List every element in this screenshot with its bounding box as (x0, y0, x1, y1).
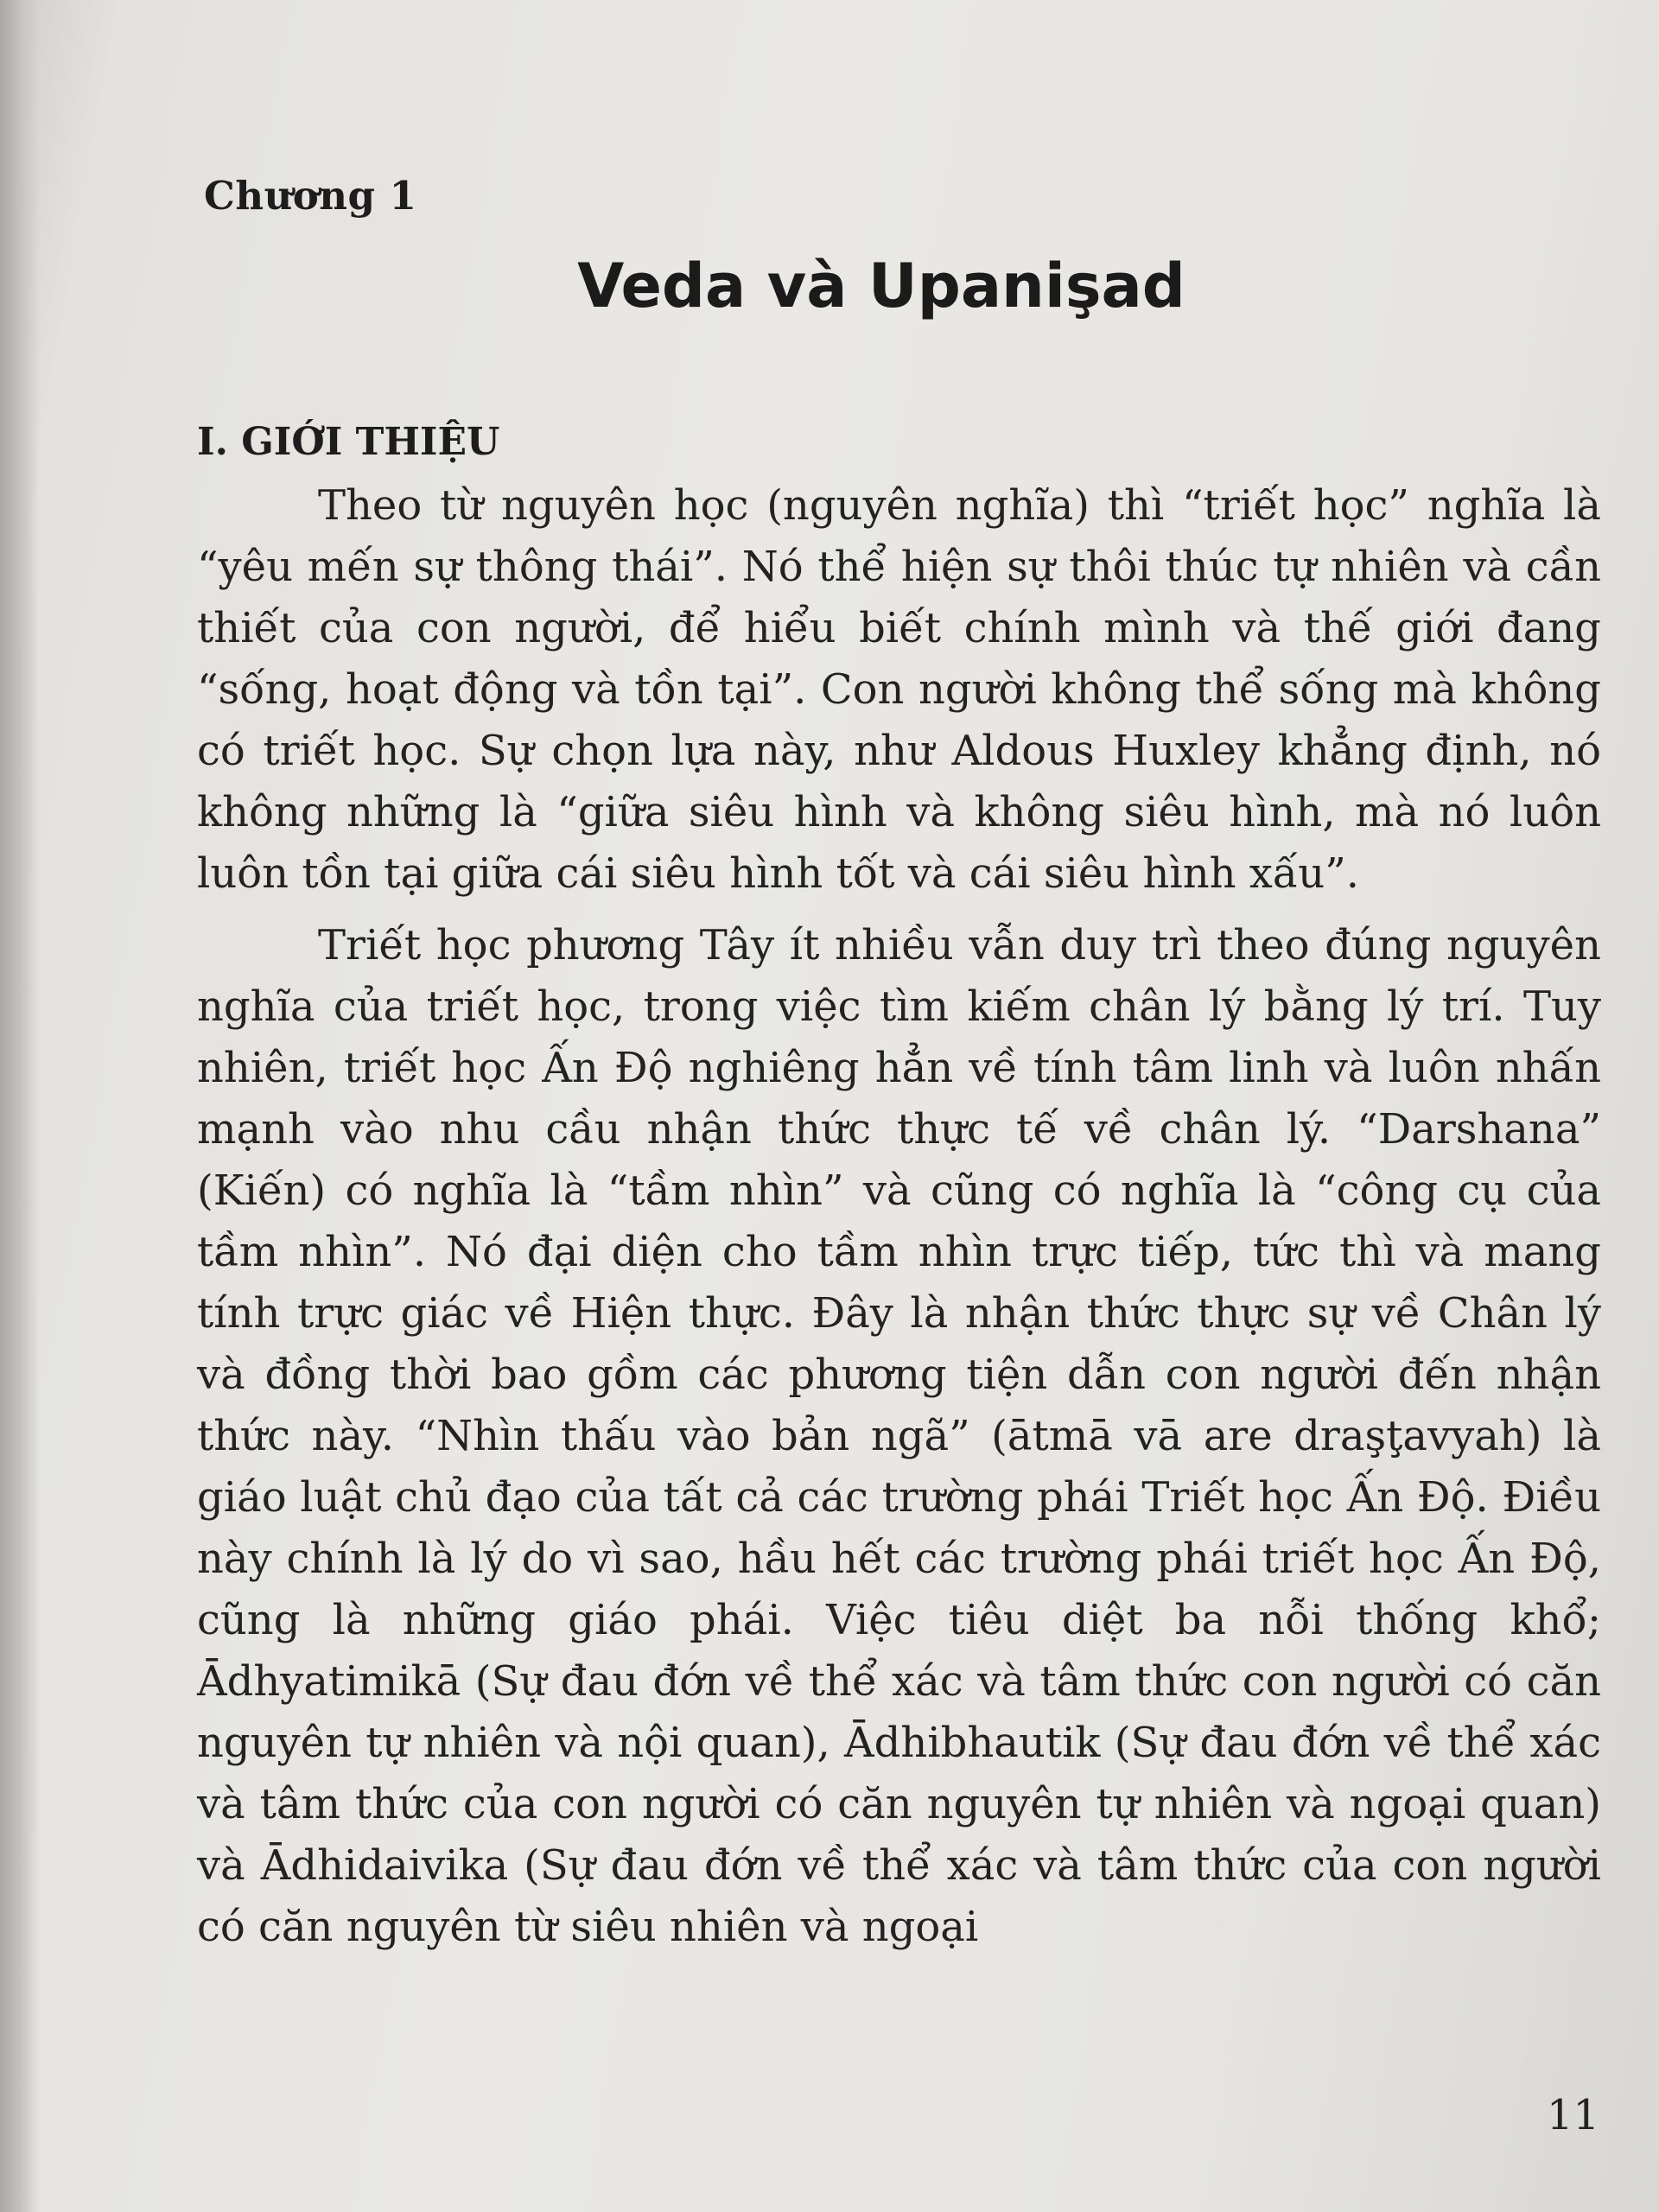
section-heading: I. GIỚI THIỆU (197, 420, 500, 464)
chapter-label: Chương 1 (204, 173, 417, 219)
body-text (197, 475, 1601, 1958)
page-number: 11 (1547, 2091, 1600, 2139)
chapter-title: Veda và Upanişad (577, 251, 1185, 321)
paragraph-1: Theo từ nguyên học (nguyên nghĩa) thì “triết học” nghĩa là “yêu mến sự thông thái”. Nó thể hiện sự thôi thúc tự nhiên và cần thiết của con người, để hiểu biết chính mình và thế giới đang “sống, hoạt động và tồn tại”. Con người không thể sống mà không có triết học. Sự chọn lựa này, như Aldous Huxley khẳng định, nó không những là “giữa siêu hình và không siêu hình, mà nó luôn luôn tồn tại giữa cái siêu hình tốt và cái siêu hình xấu”. (197, 481, 1601, 898)
page-binding-edge (0, 0, 40, 2212)
paragraph-2: Triết học phương Tây ít nhiều vẫn duy trì theo đúng nguyên nghĩa của triết học, trong việc tìm kiếm chân lý bằng lý trí. Tuy nhiên, triết học Ấn Độ nghiêng hẳn về tính tâm linh và luôn nhấn mạnh vào nhu cầu nhận thức thực tế về chân lý. “Darshana” (Kiến) có nghĩa là “tầm nhìn” và cũng có nghĩa là “công cụ của tầm nhìn”. Nó đại diện cho tầm nhìn trực tiếp, tức thì và mang tính trực giác về Hiện thực. Đây là nhận thức thực sự về Chân lý và đồng thời bao gồm các phương tiện dẫn con người đến nhận thức này. “Nhìn thấu vào bản ngã” (ātmā vā are draşţavyah) là giáo luật chủ đạo của tất cả các trường phái Triết học Ấn Độ. Điều này chính là lý do vì sao, hầu hết các trường phái triết học Ấn Độ, cũng là những giáo phái. Việc tiêu diệt ba nỗi thống khổ; Ādhyatimikā (Sự đau đớn về thể xác và tâm thức con người có căn nguyên tự nhiên và nội quan), Ādhibhautik (Sự đau đớn về thể xác và tâm thức của con người có căn nguyên tự nhiên và ngoại quan) và Ādhidaivika (Sự đau đớn về thể xác và tâm thức của con người có căn nguyên từ siêu nhiên và ngoại (197, 921, 1601, 1951)
